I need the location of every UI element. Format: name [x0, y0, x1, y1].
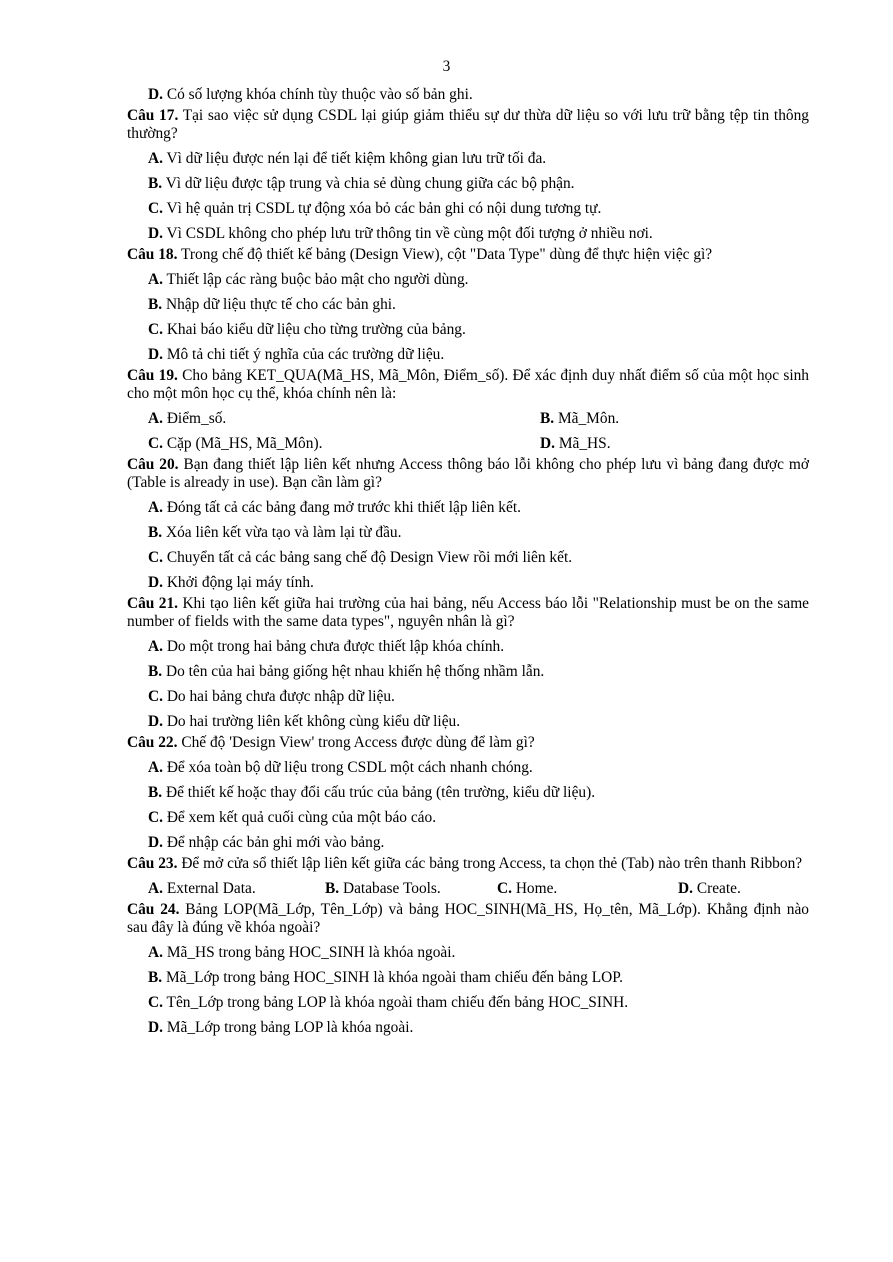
option-text: Khai báo kiểu dữ liệu cho từng trường của bảng. [162, 321, 466, 338]
option-text: Mã_HS trong bảng HOC_SINH là khóa ngoài. [162, 944, 456, 961]
option-text: Tên_Lớp trong bảng LOP là khóa ngoài tham chiếu đến bảng HOC_SINH. [162, 994, 629, 1011]
option-text: Mô tả chi tiết ý nghĩa của các trường dữ liệu. [162, 346, 445, 363]
option-text: Mã_Lớp trong bảng LOP là khóa ngoài. [162, 1019, 414, 1036]
option-text: Để xóa toàn bộ dữ liệu trong CSDL một cách nhanh chóng. [162, 759, 533, 776]
option-label: C. [148, 549, 163, 566]
option-a [127, 944, 809, 962]
option-label: C. [497, 880, 512, 897]
option-text: Có số lượng khóa chính tùy thuộc vào số bản ghi. [162, 86, 473, 103]
option-b [127, 663, 809, 681]
option-c [148, 435, 540, 453]
option-text: Mã_Môn. [554, 410, 620, 427]
option-label: B. [325, 880, 340, 897]
question-text: Để mở cửa sổ thiết lập liên kết giữa các bảng trong Access, ta chọn thẻ (Tab) nào trên thanh Ribbon? [177, 855, 803, 872]
option-label: D. [148, 713, 163, 730]
option-d [127, 346, 809, 364]
question-label: Câu 24. [127, 901, 180, 918]
option-b [540, 410, 619, 428]
option-c [127, 809, 809, 827]
option-text: Để nhập các bản ghi mới vào bảng. [162, 834, 385, 851]
option-label: B. [148, 175, 163, 192]
option-label: A. [148, 880, 163, 897]
option-text: Vì CSDL không cho phép lưu trữ thông tin về cùng một đối tượng ở nhiều nơi. [162, 225, 653, 242]
option-text: Khởi động lại máy tính. [162, 574, 314, 591]
question-19 [127, 367, 809, 453]
question-label: Câu 19. [127, 367, 178, 384]
option-label: C. [148, 200, 163, 217]
question-stem [127, 367, 809, 403]
question-text: Bảng LOP(Mã_Lớp, Tên_Lớp) và bảng HOC_SINH(Mã_HS, Họ_tên, Mã_Lớp). Khẳng định nào sau đây là đúng về khóa ngoài? [127, 901, 809, 936]
option-b [127, 784, 809, 802]
option-text: Vì dữ liệu được tập trung và chia sẻ dùng chung giữa các bộ phận. [162, 175, 575, 192]
question-20 [127, 456, 809, 592]
option-d [127, 574, 809, 592]
option-label: B. [148, 784, 163, 801]
option-b [127, 175, 809, 193]
option-c [127, 549, 809, 567]
page-number: 3 [442, 58, 451, 75]
option-label: B. [148, 969, 163, 986]
option-text: Mã_Lớp trong bảng HOC_SINH là khóa ngoài tham chiếu đến bảng LOP. [162, 969, 623, 986]
option-a [127, 499, 809, 517]
option-label: C. [148, 994, 163, 1011]
question-23 [127, 855, 809, 898]
option-text: Create. [692, 880, 741, 897]
option-text: Xóa liên kết vừa tạo và làm lại từ đầu. [162, 524, 402, 541]
option-label: D. [148, 834, 163, 851]
page-content [127, 86, 809, 1037]
option-label: C. [148, 688, 163, 705]
option-d [127, 1019, 809, 1037]
question-label: Câu 21. [127, 595, 179, 612]
option-label: D. [148, 86, 163, 103]
option-text: Nhập dữ liệu thực tế cho các bản ghi. [162, 296, 396, 313]
option-text: Để thiết kế hoặc thay đổi cấu trúc của bảng (tên trường, kiểu dữ liệu). [162, 784, 596, 801]
question-text: Tại sao việc sử dụng CSDL lại giúp giảm thiểu sự dư thừa dữ liệu so với lưu trữ bằng tệp tin thông thường? [127, 107, 809, 142]
option-b [127, 296, 809, 314]
question-stem [127, 456, 809, 492]
question-text: Trong chế độ thiết kế bảng (Design View), cột "Data Type" dùng để thực hiện việc gì? [177, 246, 713, 263]
question-label: Câu 17. [127, 107, 179, 124]
option-label: B. [540, 410, 555, 427]
option-text: Vì dữ liệu được nén lại để tiết kiệm không gian lưu trữ tối đa. [162, 150, 547, 167]
option-d [540, 435, 611, 453]
option-label: B. [148, 663, 163, 680]
option-c [127, 688, 809, 706]
question-21 [127, 595, 809, 731]
option-b [127, 969, 809, 987]
option-label: A. [148, 150, 163, 167]
option-label: C. [148, 435, 163, 452]
option-continued [127, 86, 809, 104]
option-text: Do một trong hai bảng chưa được thiết lập khóa chính. [162, 638, 505, 655]
options-row [127, 435, 809, 453]
question-stem [127, 734, 809, 752]
option-label: B. [148, 524, 163, 541]
option-text: Mã_HS. [554, 435, 611, 452]
option-label: A. [148, 638, 163, 655]
option-label: A. [148, 944, 163, 961]
option-label: D. [148, 574, 163, 591]
option-text: Để xem kết quả cuối cùng của một báo cáo. [162, 809, 437, 826]
option-c [497, 880, 678, 898]
option-label: C. [148, 321, 163, 338]
option-text: Thiết lập các ràng buộc bảo mật cho người dùng. [162, 271, 469, 288]
option-text: Điểm_số. [162, 410, 227, 427]
option-label: A. [148, 499, 163, 516]
option-label: D. [678, 880, 693, 897]
option-text: Do hai trường liên kết không cùng kiểu dữ liệu. [162, 713, 461, 730]
question-18 [127, 246, 809, 364]
option-label: B. [148, 296, 163, 313]
option-d [127, 225, 809, 243]
question-label: Câu 23. [127, 855, 178, 872]
option-text: Do tên của hai bảng giống hệt nhau khiến hệ thống nhầm lẫn. [162, 663, 545, 680]
question-stem [127, 107, 809, 143]
option-text: Do hai bảng chưa được nhập dữ liệu. [162, 688, 395, 705]
options-row [127, 880, 809, 898]
option-text: Chuyển tất cả các bảng sang chế độ Design View rồi mới liên kết. [162, 549, 573, 566]
question-label: Câu 22. [127, 734, 178, 751]
option-text: Vì hệ quản trị CSDL tự động xóa bỏ các bản ghi có nội dung tương tự. [162, 200, 602, 217]
option-a [148, 410, 540, 428]
option-a [148, 880, 325, 898]
option-label: A. [148, 271, 163, 288]
option-label: D. [540, 435, 555, 452]
option-label: A. [148, 759, 163, 776]
question-stem [127, 595, 809, 631]
question-stem [127, 855, 809, 873]
question-text: Chế độ 'Design View' trong Access được dùng để làm gì? [177, 734, 535, 751]
option-text: External Data. [162, 880, 256, 897]
option-a [127, 150, 809, 168]
option-a [127, 271, 809, 289]
option-label: D. [148, 346, 163, 363]
question-24 [127, 901, 809, 1037]
question-17 [127, 107, 809, 243]
option-d [678, 880, 741, 898]
question-text: Cho bảng KET_QUA(Mã_HS, Mã_Môn, Điểm_số). Để xác định duy nhất điểm số của một học sinh cho một môn học cụ thể, khóa chính nên là: [127, 367, 809, 402]
question-text: Khi tạo liên kết giữa hai trường của hai bảng, nếu Access báo lỗi "Relationship must be on the same number of fields with the same data types", nguyên nhân là gì? [127, 595, 809, 630]
option-b [127, 524, 809, 542]
option-text: Home. [511, 880, 558, 897]
option-d [127, 713, 809, 731]
option-a [127, 638, 809, 656]
option-text: Đóng tất cả các bảng đang mở trước khi thiết lập liên kết. [162, 499, 521, 516]
question-label: Câu 18. [127, 246, 178, 263]
question-label: Câu 20. [127, 456, 179, 473]
question-text: Bạn đang thiết lập liên kết nhưng Access thông báo lỗi không cho phép lưu vì bảng đang được mở (Table is already in use). Bạn cần làm gì? [127, 456, 810, 491]
question-stem [127, 246, 809, 264]
question-stem [127, 901, 809, 937]
option-c [127, 994, 809, 1012]
option-label: C. [148, 809, 163, 826]
option-c [127, 321, 809, 339]
option-text: Cặp (Mã_HS, Mã_Môn). [162, 435, 323, 452]
question-22 [127, 734, 809, 852]
option-label: D. [148, 1019, 163, 1036]
option-label: A. [148, 410, 163, 427]
option-c [127, 200, 809, 218]
options-row [127, 410, 809, 428]
option-d [127, 834, 809, 852]
option-text: Database Tools. [339, 880, 441, 897]
option-b [325, 880, 497, 898]
option-label: D. [148, 225, 163, 242]
option-a [127, 759, 809, 777]
